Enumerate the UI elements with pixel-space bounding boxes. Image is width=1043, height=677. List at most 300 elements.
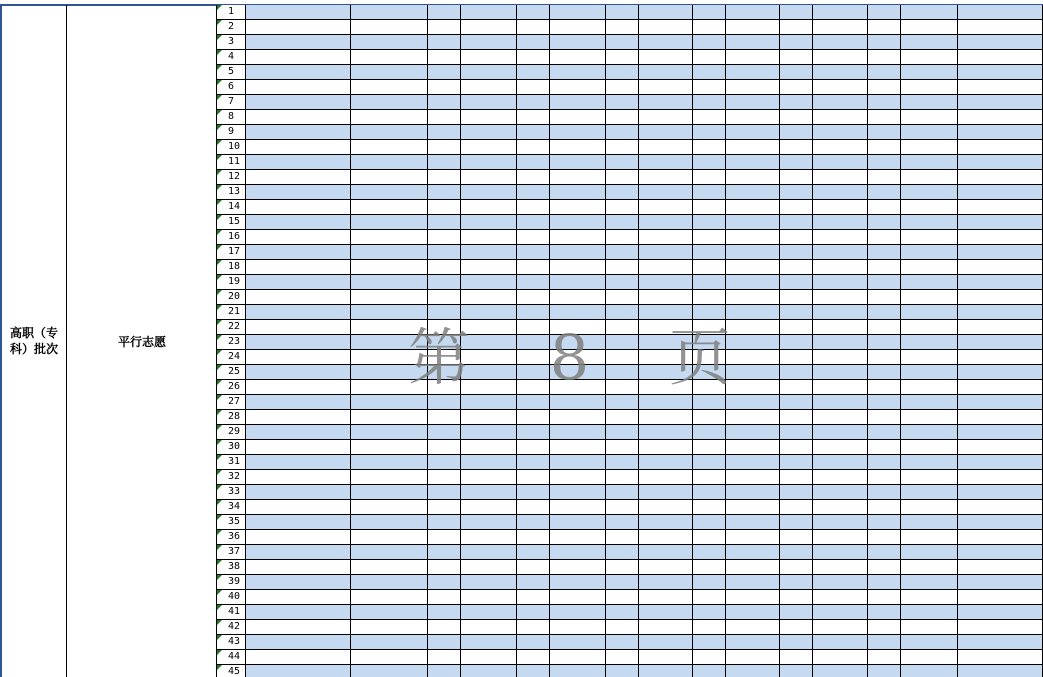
table-cell[interactable] [351, 200, 428, 215]
row-number-cell[interactable] [217, 500, 246, 515]
table-cell[interactable] [780, 110, 813, 125]
table-cell[interactable] [246, 20, 351, 35]
table-cell[interactable] [693, 635, 726, 650]
table-cell[interactable] [693, 530, 726, 545]
table-cell[interactable] [726, 290, 780, 305]
table-cell[interactable] [901, 95, 958, 110]
table-cell[interactable] [813, 320, 868, 335]
table-cell[interactable] [246, 455, 351, 470]
table-cell[interactable] [726, 500, 780, 515]
table-cell[interactable] [517, 635, 550, 650]
table-cell[interactable] [726, 110, 780, 125]
row-number-cell[interactable] [217, 170, 246, 185]
table-cell[interactable] [813, 200, 868, 215]
table-cell[interactable] [639, 635, 693, 650]
table-cell[interactable] [780, 5, 813, 20]
table-cell[interactable] [868, 125, 901, 140]
table-cell[interactable] [550, 665, 606, 677]
table-cell[interactable] [813, 650, 868, 665]
table-cell[interactable] [693, 425, 726, 440]
table-cell[interactable] [606, 620, 639, 635]
table-cell[interactable] [517, 245, 550, 260]
table-cell[interactable] [726, 65, 780, 80]
table-cell[interactable] [726, 230, 780, 245]
table-cell[interactable] [351, 365, 428, 380]
table-cell[interactable] [461, 230, 517, 245]
table-cell[interactable] [246, 515, 351, 530]
row-number-cell[interactable] [217, 65, 246, 80]
table-cell[interactable] [901, 455, 958, 470]
table-cell[interactable] [901, 230, 958, 245]
table-cell[interactable] [517, 485, 550, 500]
table-cell[interactable] [813, 305, 868, 320]
table-cell[interactable] [428, 605, 461, 620]
table-cell[interactable] [901, 35, 958, 50]
volunteer-type-cell[interactable] [68, 5, 217, 677]
table-cell[interactable] [351, 395, 428, 410]
table-cell[interactable] [868, 260, 901, 275]
table-cell[interactable] [461, 620, 517, 635]
table-cell[interactable] [958, 635, 1043, 650]
table-cell[interactable] [958, 275, 1043, 290]
table-cell[interactable] [780, 470, 813, 485]
table-cell[interactable] [868, 5, 901, 20]
table-cell[interactable] [693, 185, 726, 200]
table-cell[interactable] [868, 575, 901, 590]
table-cell[interactable] [606, 470, 639, 485]
table-cell[interactable] [246, 335, 351, 350]
table-cell[interactable] [639, 110, 693, 125]
table-cell[interactable] [813, 620, 868, 635]
table-cell[interactable] [461, 170, 517, 185]
table-cell[interactable] [868, 290, 901, 305]
table-cell[interactable] [639, 185, 693, 200]
table-cell[interactable] [517, 155, 550, 170]
table-cell[interactable] [246, 665, 351, 677]
table-cell[interactable] [606, 320, 639, 335]
table-cell[interactable] [246, 350, 351, 365]
table-cell[interactable] [813, 395, 868, 410]
table-cell[interactable] [351, 5, 428, 20]
table-cell[interactable] [958, 590, 1043, 605]
table-cell[interactable] [780, 380, 813, 395]
table-cell[interactable] [246, 110, 351, 125]
row-number-cell[interactable] [217, 620, 246, 635]
table-cell[interactable] [780, 575, 813, 590]
table-cell[interactable] [780, 80, 813, 95]
table-cell[interactable] [693, 380, 726, 395]
table-cell[interactable] [517, 275, 550, 290]
table-cell[interactable] [813, 335, 868, 350]
table-cell[interactable] [726, 410, 780, 425]
table-cell[interactable] [517, 65, 550, 80]
table-cell[interactable] [428, 560, 461, 575]
table-cell[interactable] [351, 335, 428, 350]
table-cell[interactable] [958, 125, 1043, 140]
table-cell[interactable] [461, 575, 517, 590]
table-cell[interactable] [246, 155, 351, 170]
table-cell[interactable] [606, 440, 639, 455]
table-cell[interactable] [550, 620, 606, 635]
table-cell[interactable] [868, 635, 901, 650]
table-cell[interactable] [461, 50, 517, 65]
table-cell[interactable] [428, 500, 461, 515]
table-cell[interactable] [606, 125, 639, 140]
table-cell[interactable] [868, 80, 901, 95]
table-cell[interactable] [901, 200, 958, 215]
table-cell[interactable] [780, 155, 813, 170]
table-cell[interactable] [550, 320, 606, 335]
table-cell[interactable] [246, 635, 351, 650]
table-cell[interactable] [693, 125, 726, 140]
table-cell[interactable] [246, 50, 351, 65]
table-cell[interactable] [428, 305, 461, 320]
table-cell[interactable] [246, 65, 351, 80]
row-number-cell[interactable] [217, 50, 246, 65]
row-number-cell[interactable] [217, 95, 246, 110]
table-cell[interactable] [868, 275, 901, 290]
table-cell[interactable] [606, 590, 639, 605]
table-cell[interactable] [606, 5, 639, 20]
table-cell[interactable] [958, 110, 1043, 125]
table-cell[interactable] [868, 20, 901, 35]
table-cell[interactable] [868, 545, 901, 560]
table-cell[interactable] [550, 35, 606, 50]
table-cell[interactable] [517, 470, 550, 485]
table-cell[interactable] [550, 605, 606, 620]
row-number-cell[interactable] [217, 35, 246, 50]
table-cell[interactable] [813, 140, 868, 155]
table-cell[interactable] [428, 440, 461, 455]
table-cell[interactable] [726, 575, 780, 590]
table-cell[interactable] [868, 425, 901, 440]
row-number-cell[interactable] [217, 5, 246, 20]
table-cell[interactable] [726, 485, 780, 500]
table-cell[interactable] [813, 470, 868, 485]
table-cell[interactable] [550, 50, 606, 65]
table-cell[interactable] [428, 215, 461, 230]
table-cell[interactable] [813, 20, 868, 35]
table-cell[interactable] [780, 590, 813, 605]
table-cell[interactable] [639, 605, 693, 620]
table-cell[interactable] [639, 230, 693, 245]
table-cell[interactable] [246, 620, 351, 635]
table-cell[interactable] [901, 530, 958, 545]
table-cell[interactable] [351, 455, 428, 470]
table-cell[interactable] [428, 365, 461, 380]
table-cell[interactable] [780, 500, 813, 515]
table-cell[interactable] [693, 485, 726, 500]
table-cell[interactable] [351, 170, 428, 185]
row-number-cell[interactable] [217, 20, 246, 35]
table-cell[interactable] [550, 365, 606, 380]
table-cell[interactable] [351, 545, 428, 560]
table-cell[interactable] [780, 440, 813, 455]
table-cell[interactable] [726, 665, 780, 677]
table-cell[interactable] [868, 50, 901, 65]
table-cell[interactable] [351, 95, 428, 110]
table-cell[interactable] [958, 305, 1043, 320]
table-cell[interactable] [693, 170, 726, 185]
table-cell[interactable] [428, 380, 461, 395]
table-cell[interactable] [726, 320, 780, 335]
table-cell[interactable] [550, 560, 606, 575]
table-cell[interactable] [550, 650, 606, 665]
table-cell[interactable] [958, 260, 1043, 275]
table-cell[interactable] [901, 665, 958, 677]
table-cell[interactable] [901, 470, 958, 485]
table-cell[interactable] [813, 155, 868, 170]
table-cell[interactable] [639, 365, 693, 380]
table-cell[interactable] [428, 290, 461, 305]
table-cell[interactable] [461, 560, 517, 575]
table-cell[interactable] [726, 605, 780, 620]
row-number-cell[interactable] [217, 590, 246, 605]
table-cell[interactable] [550, 125, 606, 140]
table-cell[interactable] [606, 560, 639, 575]
table-cell[interactable] [726, 125, 780, 140]
table-cell[interactable] [868, 440, 901, 455]
table-cell[interactable] [958, 5, 1043, 20]
table-cell[interactable] [726, 560, 780, 575]
table-cell[interactable] [813, 80, 868, 95]
table-cell[interactable] [606, 545, 639, 560]
table-cell[interactable] [958, 80, 1043, 95]
table-cell[interactable] [428, 80, 461, 95]
table-cell[interactable] [428, 185, 461, 200]
table-cell[interactable] [726, 140, 780, 155]
row-number-cell[interactable] [217, 395, 246, 410]
table-cell[interactable] [901, 440, 958, 455]
table-cell[interactable] [639, 395, 693, 410]
table-cell[interactable] [351, 470, 428, 485]
table-cell[interactable] [246, 320, 351, 335]
table-cell[interactable] [958, 620, 1043, 635]
table-cell[interactable] [868, 185, 901, 200]
table-cell[interactable] [693, 575, 726, 590]
table-cell[interactable] [428, 320, 461, 335]
table-cell[interactable] [461, 470, 517, 485]
table-cell[interactable] [901, 545, 958, 560]
row-number-cell[interactable] [217, 605, 246, 620]
table-cell[interactable] [461, 650, 517, 665]
table-cell[interactable] [517, 215, 550, 230]
table-cell[interactable] [726, 185, 780, 200]
table-cell[interactable] [958, 335, 1043, 350]
table-cell[interactable] [517, 380, 550, 395]
table-cell[interactable] [246, 425, 351, 440]
table-cell[interactable] [550, 80, 606, 95]
table-cell[interactable] [351, 305, 428, 320]
table-cell[interactable] [517, 110, 550, 125]
table-cell[interactable] [813, 350, 868, 365]
table-cell[interactable] [351, 275, 428, 290]
table-cell[interactable] [639, 590, 693, 605]
table-cell[interactable] [780, 35, 813, 50]
table-cell[interactable] [351, 515, 428, 530]
table-cell[interactable] [639, 650, 693, 665]
table-cell[interactable] [868, 95, 901, 110]
table-cell[interactable] [606, 365, 639, 380]
table-cell[interactable] [901, 650, 958, 665]
row-number-cell[interactable] [217, 470, 246, 485]
table-cell[interactable] [901, 155, 958, 170]
table-cell[interactable] [246, 200, 351, 215]
table-cell[interactable] [550, 110, 606, 125]
row-number-cell[interactable] [217, 425, 246, 440]
table-cell[interactable] [461, 185, 517, 200]
table-cell[interactable] [958, 410, 1043, 425]
table-cell[interactable] [901, 320, 958, 335]
table-cell[interactable] [639, 545, 693, 560]
table-cell[interactable] [351, 230, 428, 245]
table-cell[interactable] [550, 395, 606, 410]
table-cell[interactable] [813, 635, 868, 650]
table-cell[interactable] [428, 140, 461, 155]
table-cell[interactable] [958, 95, 1043, 110]
table-cell[interactable] [868, 215, 901, 230]
table-cell[interactable] [351, 590, 428, 605]
table-cell[interactable] [428, 395, 461, 410]
table-cell[interactable] [246, 125, 351, 140]
table-cell[interactable] [639, 515, 693, 530]
table-cell[interactable] [428, 35, 461, 50]
table-cell[interactable] [693, 290, 726, 305]
table-cell[interactable] [780, 365, 813, 380]
table-cell[interactable] [351, 485, 428, 500]
table-cell[interactable] [813, 290, 868, 305]
table-cell[interactable] [726, 620, 780, 635]
table-cell[interactable] [639, 380, 693, 395]
table-cell[interactable] [901, 20, 958, 35]
table-cell[interactable] [813, 230, 868, 245]
table-cell[interactable] [428, 410, 461, 425]
table-cell[interactable] [246, 380, 351, 395]
table-cell[interactable] [246, 485, 351, 500]
table-cell[interactable] [813, 530, 868, 545]
table-cell[interactable] [693, 260, 726, 275]
table-cell[interactable] [693, 410, 726, 425]
table-cell[interactable] [351, 185, 428, 200]
table-cell[interactable] [693, 80, 726, 95]
table-cell[interactable] [813, 515, 868, 530]
row-number-cell[interactable] [217, 545, 246, 560]
table-cell[interactable] [639, 485, 693, 500]
table-cell[interactable] [461, 110, 517, 125]
table-cell[interactable] [351, 500, 428, 515]
table-cell[interactable] [780, 185, 813, 200]
table-cell[interactable] [958, 65, 1043, 80]
table-cell[interactable] [550, 380, 606, 395]
table-cell[interactable] [901, 425, 958, 440]
table-cell[interactable] [639, 65, 693, 80]
table-cell[interactable] [246, 560, 351, 575]
table-cell[interactable] [726, 635, 780, 650]
table-cell[interactable] [606, 95, 639, 110]
table-cell[interactable] [550, 95, 606, 110]
table-cell[interactable] [813, 455, 868, 470]
table-cell[interactable] [428, 125, 461, 140]
table-cell[interactable] [461, 260, 517, 275]
table-cell[interactable] [517, 140, 550, 155]
table-cell[interactable] [517, 410, 550, 425]
table-cell[interactable] [517, 125, 550, 140]
table-cell[interactable] [550, 185, 606, 200]
table-cell[interactable] [351, 80, 428, 95]
table-cell[interactable] [901, 125, 958, 140]
table-cell[interactable] [246, 35, 351, 50]
table-cell[interactable] [813, 500, 868, 515]
table-cell[interactable] [428, 530, 461, 545]
table-cell[interactable] [901, 350, 958, 365]
table-cell[interactable] [693, 305, 726, 320]
table-cell[interactable] [461, 380, 517, 395]
table-cell[interactable] [550, 470, 606, 485]
table-cell[interactable] [550, 5, 606, 20]
table-cell[interactable] [693, 440, 726, 455]
table-cell[interactable] [958, 440, 1043, 455]
table-cell[interactable] [901, 215, 958, 230]
table-cell[interactable] [726, 590, 780, 605]
table-cell[interactable] [813, 425, 868, 440]
table-cell[interactable] [606, 155, 639, 170]
table-cell[interactable] [351, 650, 428, 665]
table-cell[interactable] [901, 245, 958, 260]
table-cell[interactable] [517, 605, 550, 620]
table-cell[interactable] [813, 65, 868, 80]
table-cell[interactable] [958, 350, 1043, 365]
table-cell[interactable] [693, 155, 726, 170]
table-cell[interactable] [517, 455, 550, 470]
table-cell[interactable] [461, 410, 517, 425]
table-cell[interactable] [958, 425, 1043, 440]
table-cell[interactable] [901, 65, 958, 80]
table-cell[interactable] [780, 515, 813, 530]
table-cell[interactable] [639, 5, 693, 20]
table-cell[interactable] [428, 620, 461, 635]
table-cell[interactable] [351, 530, 428, 545]
table-cell[interactable] [901, 260, 958, 275]
table-cell[interactable] [461, 350, 517, 365]
table-cell[interactable] [958, 380, 1043, 395]
table-cell[interactable] [351, 425, 428, 440]
table-cell[interactable] [428, 275, 461, 290]
table-cell[interactable] [517, 200, 550, 215]
table-cell[interactable] [813, 260, 868, 275]
table-cell[interactable] [693, 365, 726, 380]
table-cell[interactable] [517, 575, 550, 590]
table-cell[interactable] [868, 455, 901, 470]
table-cell[interactable] [639, 410, 693, 425]
table-cell[interactable] [813, 35, 868, 50]
table-cell[interactable] [901, 365, 958, 380]
table-cell[interactable] [351, 560, 428, 575]
table-cell[interactable] [351, 50, 428, 65]
table-cell[interactable] [461, 395, 517, 410]
table-cell[interactable] [461, 35, 517, 50]
table-cell[interactable] [550, 20, 606, 35]
table-cell[interactable] [246, 245, 351, 260]
table-cell[interactable] [780, 425, 813, 440]
row-number-cell[interactable] [217, 230, 246, 245]
table-cell[interactable] [461, 275, 517, 290]
table-cell[interactable] [868, 140, 901, 155]
table-cell[interactable] [639, 440, 693, 455]
table-cell[interactable] [351, 290, 428, 305]
table-cell[interactable] [780, 455, 813, 470]
table-cell[interactable] [726, 515, 780, 530]
table-cell[interactable] [351, 65, 428, 80]
